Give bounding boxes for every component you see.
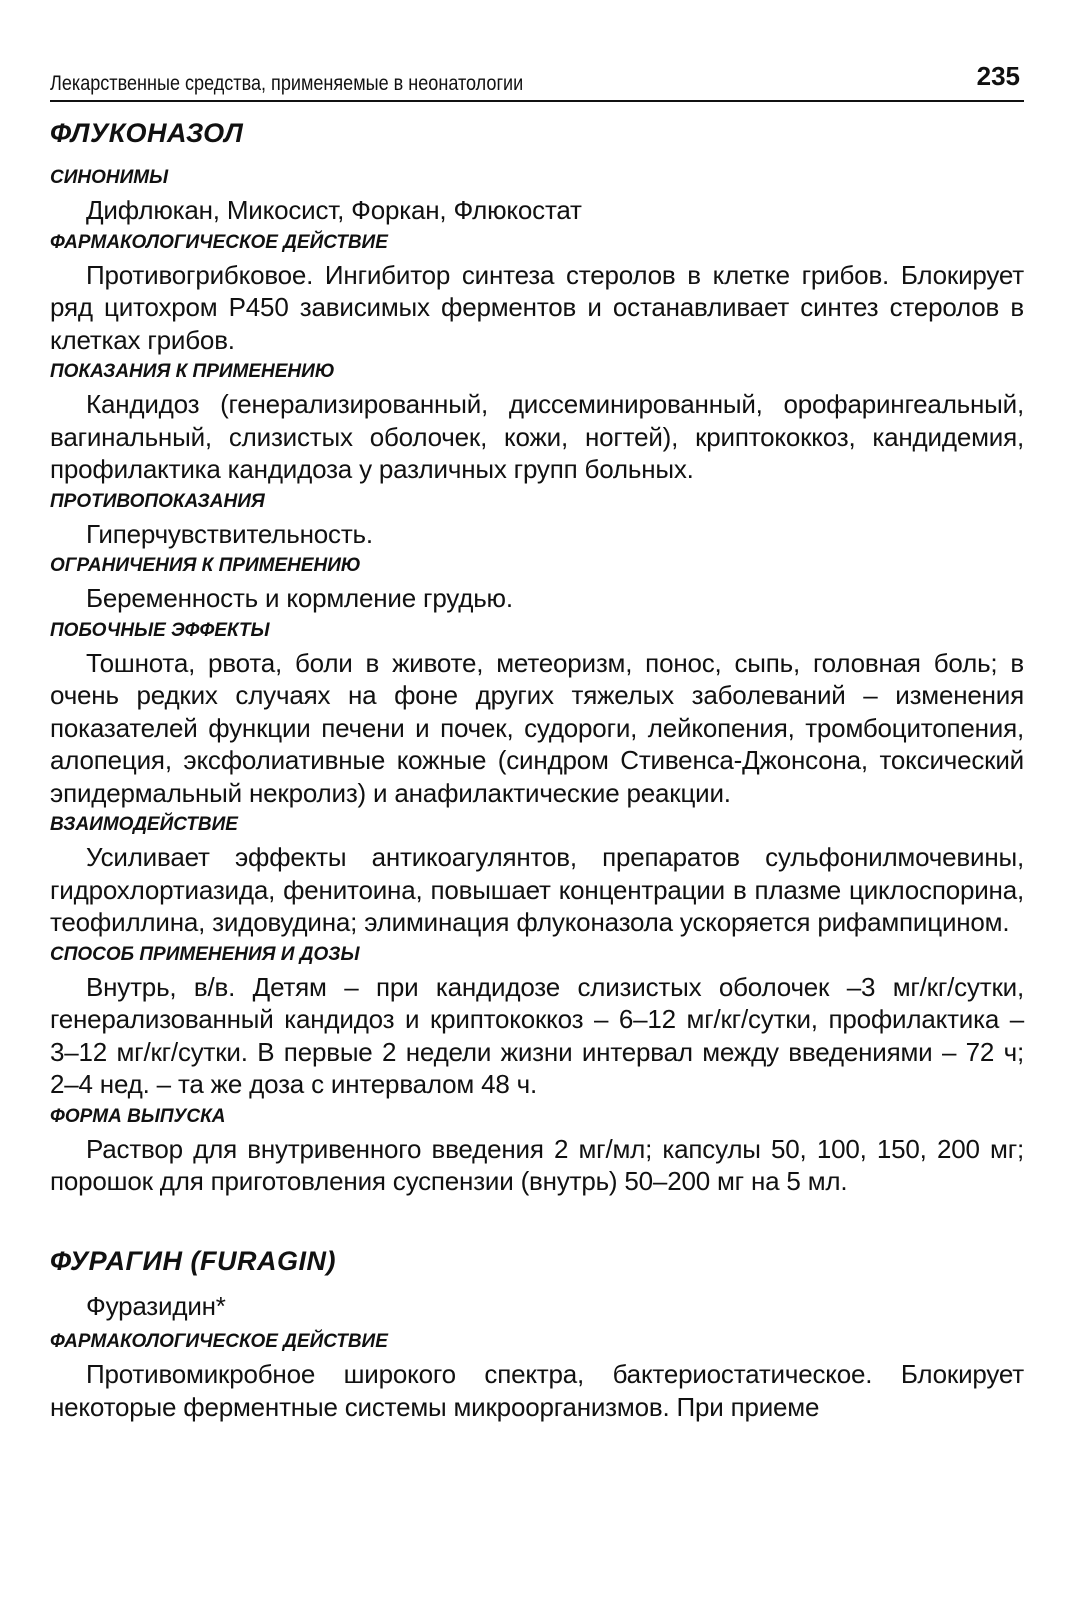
section-text-release-form: Раствор для внутривенного введения 2 мг/мл; капсулы 50, 100, 150, 200 мг; порошок для приготовления суспензии (внутрь) 50–200 мг на 5 мл. (50, 1133, 1024, 1196)
section-text-side-effects: Тошнота, рвота, боли в животе, метеоризм, понос, сыпь, головная боль; в очень редких случаях на фоне других тяжелых заболеваний – изменения показателей функции печени и почек, судороги, лейкопения, тромбоцитопения, алопеция, эксфолиативные кожные (синдром Стивенса-Джонсона, токсический эпидермальный некролиз) и анафилактические реакции. (50, 647, 1024, 808)
section-heading-side-effects: ПОБОЧНЫЕ ЭФФЕКТЫ (50, 619, 270, 641)
section-heading-synonyms: СИНОНИМЫ (50, 167, 169, 188)
section-text-indications: Кандидоз (генерализированный, диссеминированный, орофарингеальный, вагинальный, слизистых оболочек, кожи, ногтей), криптококкоз, кандидемия, профилактика кандидоза у различных групп больных. (50, 389, 1024, 484)
section-text-pharmacological-action: Противогрибковое. Ингибитор синтеза стеролов в клетке грибов. Блокирует ряд цитохром Р450 зависимых ферментов и останавливает синтез стеролов в клетках грибов. (50, 259, 1024, 355)
section-heading-interactions: ВЗАИМОДЕЙСТВИЕ (50, 814, 238, 835)
section-text-interactions: Усиливает эффекты антикоагулянтов, препаратов сульфонилмочевины, гидрохлортиазида, фенитоина, повышает концентрации в плазме циклоспорина, теофиллина, зидовудина; элиминация флуконазола ускоряется рифампицином. (50, 842, 1024, 937)
drug-title-fluconazole: ФЛУКОНАЗОЛ (50, 118, 244, 148)
drug-title-furagin: ФУРАГИН (FURAGIN) (50, 1245, 336, 1276)
section-heading-indications: ПОКАЗАНИЯ К ПРИМЕНЕНИЮ (50, 361, 335, 382)
section-text-dosage: Внутрь, в/в. Детям – при кандидозе слизистых оболочек –3 мг/кг/сутки, генерализованный кандидоз и криптококкоз – 6–12 мг/кг/сутки, профилактика – 3–12 мг/кг/сутки. В первые 2 недели жизни интервал между введениями – 72 ч; 2–4 нед. – та же доза с интервалом 48 ч. (50, 971, 1024, 1099)
running-header (50, 56, 1024, 102)
section-text-furagin-pharmacological-action: Противомикробное широкого спектра, бактериостатическое. Блокирует некоторые ферментные системы микроорганизмов. При приеме (50, 1359, 1024, 1422)
section-text-restrictions: Беременность и кормление грудью. (86, 583, 513, 613)
section-heading-release-form: ФОРМА ВЫПУСКА (50, 1105, 226, 1127)
drug-synonym-furagin: Фуразидин* (86, 1290, 226, 1321)
section-heading-dosage: СПОСОБ ПРИМЕНЕНИЯ И ДОЗЫ (50, 943, 360, 965)
entry-separator (50, 1198, 1024, 1232)
section-text-contraindications: Гиперчувствительность. (86, 518, 373, 549)
section-heading-restrictions: ОГРАНИЧЕНИЯ К ПРИМЕНЕНИЮ (50, 555, 361, 576)
section-heading-contraindications: ПРОТИВОПОКАЗАНИЯ (50, 490, 265, 512)
section-heading-pharmacological-action: ФАРМАКОЛОГИЧЕСКОЕ ДЕЙСТВИЕ (50, 231, 388, 253)
page-number: 235 (976, 61, 1020, 91)
page-content (50, 104, 1024, 1423)
section-text-synonyms: Дифлюкан, Микосист, Форкан, Флюкостат (86, 195, 582, 225)
running-title: Лекарственные средства, применяемые в неонатологии (50, 72, 524, 95)
section-heading-furagin-pharmacological-action: ФАРМАКОЛОГИЧЕСКОЕ ДЕЙСТВИЕ (50, 1331, 388, 1352)
